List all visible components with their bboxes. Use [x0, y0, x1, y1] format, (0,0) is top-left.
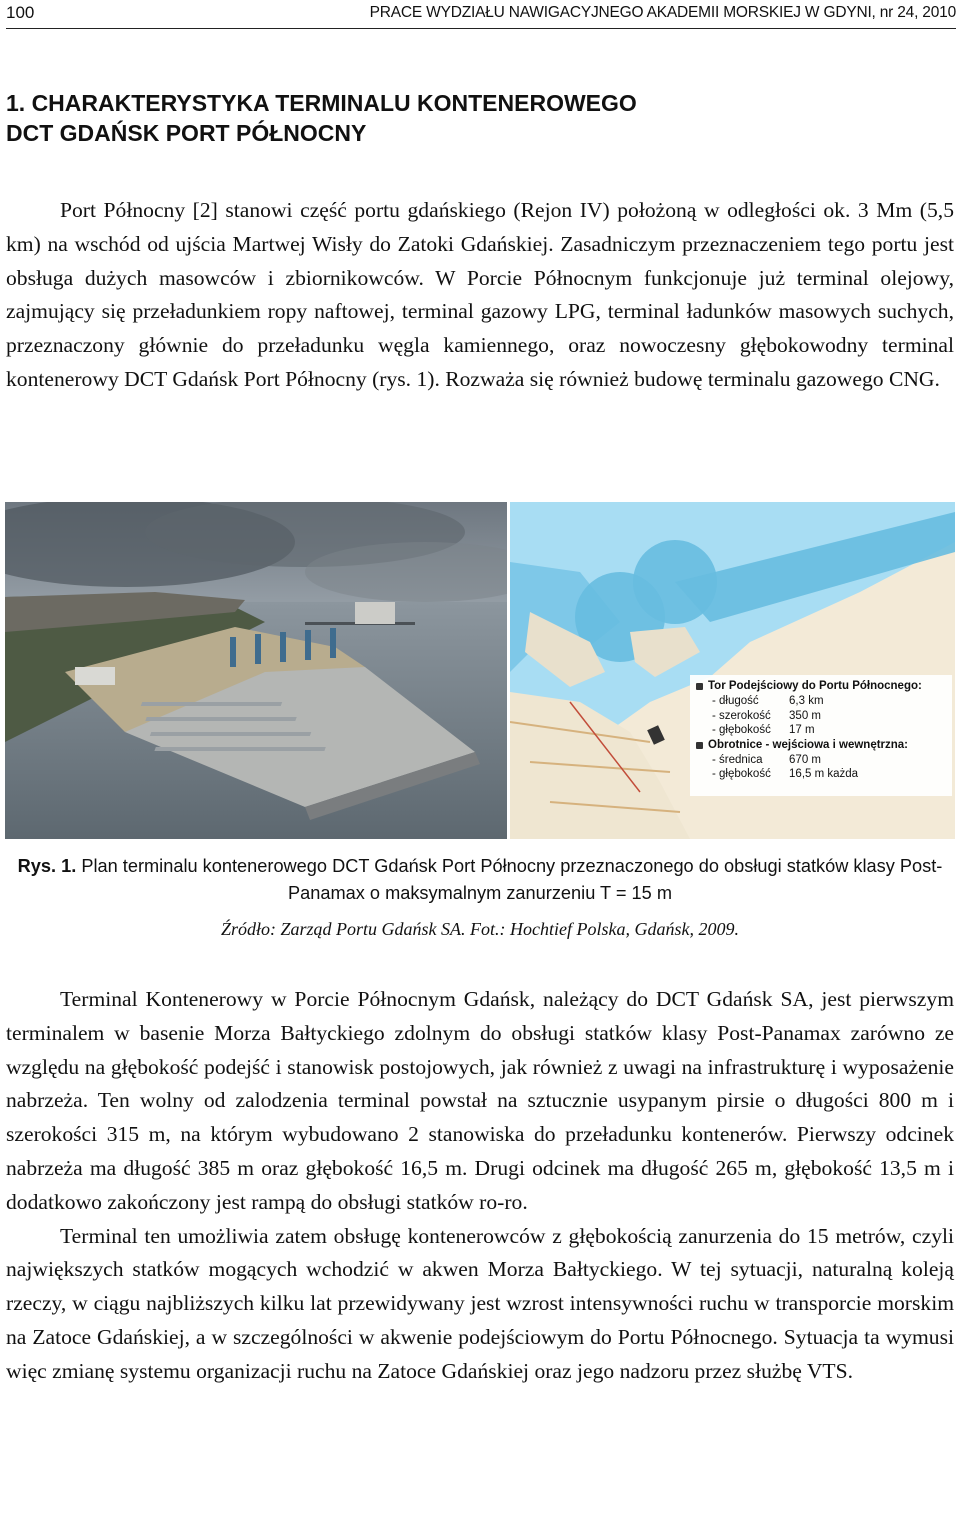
bullet-icon	[696, 742, 703, 749]
body-text-block	[6, 983, 954, 1389]
running-header	[6, 0, 956, 29]
legend-item: - średnica 670 m	[712, 753, 821, 766]
aerial-photo-image	[5, 502, 507, 839]
page-number: 100	[6, 3, 35, 22]
legend-item: - głębokość 17 m	[712, 724, 815, 736]
terminal-map	[510, 502, 955, 839]
paragraph-port-description: Port Północny [2] stanowi część portu gdańskiego (Rejon IV) położoną w odległości ok. 3 Mm (5,5 km) na wschód od ujścia Martwej Wisły do Zatoki Gdańskiej. Zasadniczym przeznaczeniem tego portu jest obsługa dużych masowców i zbiornikowców. W Porcie Północnym funkcjonuje już terminal olejowy, zajmujący się przeładunkiem ropy naftowej, terminal gazowy LPG, terminal ładunków masowych suchych, przeznaczony głównie do przeładunku węgla kamiennego, oraz nowoczesny głębokowodny terminal kontenerowy DCT Gdańsk Port Północny (rys. 1). Rozważa się również budowę terminalu gazowego CNG.	[6, 198, 954, 391]
section-heading-line-2: DCT GDAŃSK PORT PÓŁNOCNY	[6, 120, 367, 146]
figure-label: Rys. 1.	[17, 856, 77, 876]
intro-paragraph-block	[6, 194, 954, 397]
figure-caption-text: Plan terminalu kontenerowego DCT Gdańsk Port Północny przeznaczonego do obsługi statków klasy Post-Panamax o maksymalnym zanurzeniu T = 15 m	[76, 856, 943, 903]
section-heading	[6, 88, 637, 148]
legend-item: - głębokość 16,5 m każda	[712, 768, 859, 780]
figure-source: Źródło: Zarząd Portu Gdańsk SA. Fot.: Hochtief Polska, Gdańsk, 2009.	[221, 919, 739, 939]
bullet-icon	[696, 683, 703, 690]
paragraph-traffic-outlook: Terminal ten umożliwia zatem obsługę kontenerowców z głębokością zanurzenia do 15 metrów, czyli największych statków mogących wchodzić w akwen Morza Bałtyckiego. W tej sytuacji, naturalną koleją rzeczy, w ciągu najbliższych kilku lat przewidywany jest wzrost intensywności ruchu w transporcie morskim na Zatoce Gdańskiej, a w szczególności w akwenie podejściowym do Portu Północnego. Sytuacja ta wymusi więc zmianę systemu organizacji ruchu na Zatoce Gdańskiej oraz jego nadzoru przez służbę VTS.	[6, 1223, 954, 1383]
section-heading-line-1: 1. CHARAKTERYSTYKA TERMINALU KONTENEROWEGO	[6, 90, 637, 116]
figure-caption	[0, 853, 960, 907]
legend-heading-turning-basins: Obrotnice - wejściowa i wewnętrzna:	[696, 738, 946, 753]
aerial-photo-terminal	[5, 502, 507, 839]
legend-heading-approach: Tor Podejściowy do Portu Północnego:	[696, 679, 946, 694]
figure-1	[5, 502, 955, 839]
paragraph-terminal-description: Terminal Kontenerowy w Porcie Północnym Gdańsk, należący do DCT Gdańsk SA, jest pierwszym terminalem w basenie Morza Bałtyckiego zdolnym do obsługi statków klasy Post-Panamax zarówno ze względu na głębokość podejść i stanowisk postojowych, jak również z uwagi na infrastrukturę i wyposażenie nabrzeża. Ten wolny od zalodzenia terminal powstał na sztucznie usypanym pirsie o długości 800 m i szerokości 315 m, na którym wybudowano 2 stanowiska do przeładunku kontenerów. Pierwszy odcinek nabrzeża ma długość 385 m oraz głębokość 16,5 m. Drugi odcinek ma długość 265 m, głębokość 13,5 m i dodatkowo zakończony jest rampą do obsługi statków ro-ro.	[6, 987, 954, 1214]
legend-item: - długość 6,3 km	[712, 695, 824, 707]
map-legend	[690, 675, 952, 796]
legend-item: - szerokość 350 m	[712, 709, 821, 722]
journal-running-head: PRACE WYDZIAŁU NAWIGACYJNEGO AKADEMII MORSKIEJ W GDYNI, nr 24, 2010	[369, 4, 956, 21]
